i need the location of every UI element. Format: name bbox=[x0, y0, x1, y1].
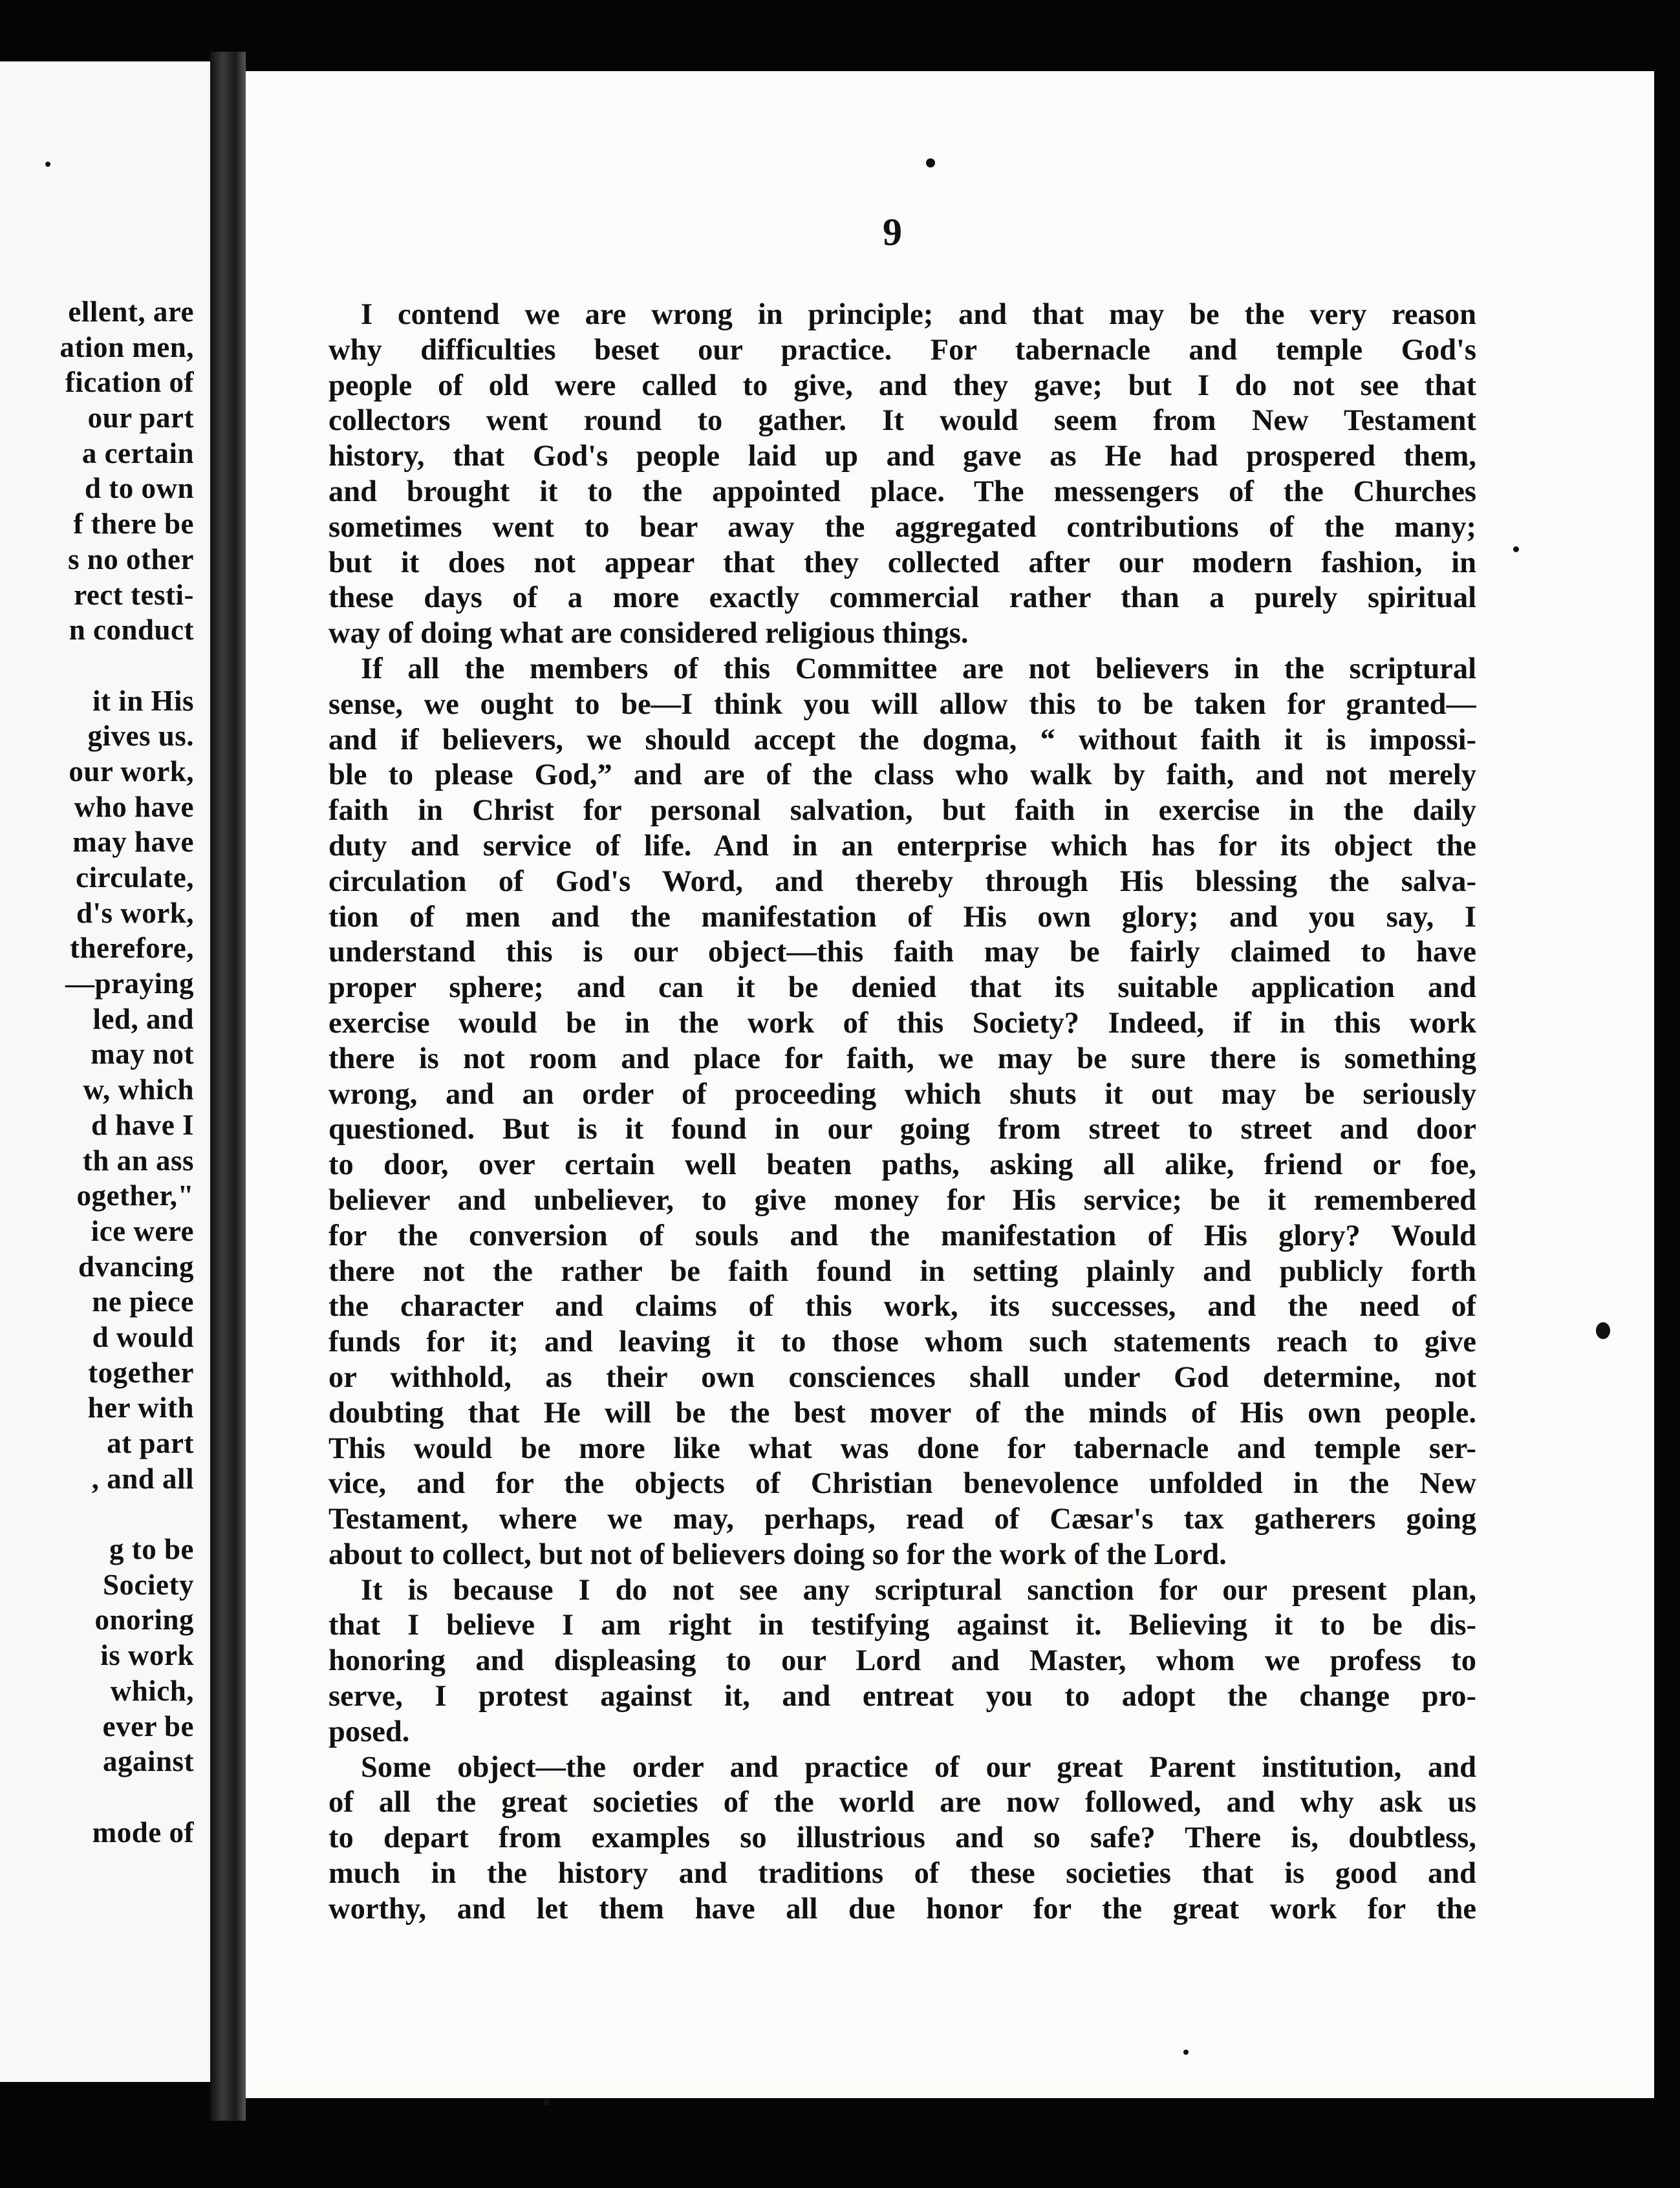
text-line: doubting that He will be the best mover of the minds of His own people. bbox=[328, 1396, 1476, 1430]
text-line: exercise would be in the work of this Society? Indeed, if in this work bbox=[328, 1006, 1476, 1040]
scan-speck bbox=[926, 158, 935, 167]
left-page-line: our work, bbox=[69, 755, 194, 788]
left-page-line: , and all bbox=[91, 1462, 194, 1495]
scan-speck bbox=[1513, 546, 1519, 552]
text-line: to depart from examples so illustrious and so safe? There is, doubtless, bbox=[328, 1821, 1476, 1855]
left-page-line: f there be bbox=[73, 508, 194, 541]
book-gutter bbox=[210, 52, 246, 2121]
scan-speck bbox=[543, 2098, 550, 2106]
left-page-line: circulate, bbox=[76, 861, 194, 894]
left-page-line: d would bbox=[92, 1320, 194, 1353]
left-page-line: ogether," bbox=[76, 1179, 194, 1212]
left-page-line: ever be bbox=[102, 1710, 194, 1743]
text-line: vice, and for the objects of Christian benevolence unfolded in the New bbox=[328, 1467, 1476, 1501]
left-page-line: w, which bbox=[83, 1073, 194, 1106]
right-page bbox=[246, 71, 1654, 2098]
text-line: but it does not appear that they collected after our modern fashion, in bbox=[328, 546, 1476, 579]
text-line: It is because I do not see any scriptural sanction for our present plan, bbox=[361, 1573, 1476, 1607]
text-line: sometimes went to bear away the aggregated contributions of the many; bbox=[328, 510, 1476, 544]
left-page-fragment bbox=[0, 61, 210, 2082]
text-line: If all the members of this Committee are not believers in the scriptural bbox=[361, 652, 1476, 685]
body-text bbox=[328, 297, 1476, 1927]
left-page-text-column bbox=[0, 294, 194, 1850]
left-page-line: together bbox=[88, 1356, 194, 1389]
left-page-line: at part bbox=[107, 1427, 194, 1459]
left-page-line bbox=[0, 648, 194, 683]
scan-speck bbox=[1596, 1322, 1610, 1339]
left-page-line: mode of bbox=[92, 1816, 194, 1849]
left-page-line: may not bbox=[91, 1038, 194, 1071]
text-line: and brought it to the appointed place. The messengers of the Churches bbox=[328, 475, 1476, 508]
left-page-line: ne piece bbox=[92, 1285, 194, 1318]
left-page-line: is work bbox=[100, 1639, 194, 1672]
text-line: there is not room and place for faith, we may be sure there is something bbox=[328, 1042, 1476, 1075]
text-line: honoring and displeasing to our Lord and Master, whom we profess to bbox=[328, 1644, 1476, 1678]
left-page-line: may have bbox=[72, 826, 194, 859]
text-line: for the conversion of souls and the manifestation of His glory? Would bbox=[328, 1219, 1476, 1252]
left-page-line: d have I bbox=[91, 1108, 194, 1141]
text-line: people of old were called to give, and they gave; but I do not see that bbox=[328, 369, 1476, 402]
page-number: 9 bbox=[883, 211, 902, 253]
scan-speck bbox=[1183, 2050, 1189, 2055]
text-line: way of doing what are considered religious things. bbox=[328, 617, 969, 650]
text-line: circulation of God's Word, and thereby through His blessing the salva- bbox=[328, 864, 1476, 898]
left-page-line: n conduct bbox=[69, 614, 194, 647]
left-page-line: Society bbox=[103, 1568, 194, 1601]
left-page-line: therefore, bbox=[70, 932, 194, 965]
left-page-line bbox=[0, 1496, 194, 1532]
left-page-line: d to own bbox=[84, 472, 194, 505]
text-line: about to collect, but not of believers doing so for the work of the Lord. bbox=[328, 1538, 1227, 1571]
left-page-line: th an ass bbox=[82, 1144, 194, 1177]
left-page-line: dvancing bbox=[78, 1250, 194, 1283]
text-line: questioned. But is it found in our going from street to street and door bbox=[328, 1113, 1476, 1146]
text-line: collectors went round to gather. It would seem from New Testament bbox=[328, 404, 1476, 438]
text-line: the character and claims of this work, its successes, and the need of bbox=[328, 1290, 1476, 1324]
text-line: tion of men and the manifestation of His own glory; and you say, I bbox=[328, 900, 1476, 934]
text-line: posed. bbox=[328, 1715, 410, 1748]
left-page-line: gives us. bbox=[87, 720, 194, 753]
text-line: these days of a more exactly commercial rather than a purely spiritual bbox=[328, 581, 1476, 615]
paragraph bbox=[328, 1573, 1476, 1750]
left-page-line: rect testi- bbox=[74, 578, 194, 611]
text-line: sense, we ought to be—I think you will allow this to be taken for granted— bbox=[328, 687, 1476, 721]
left-page-line: a certain bbox=[81, 436, 194, 469]
text-line: duty and service of life. And in an enterprise which has for its object the bbox=[328, 829, 1476, 863]
text-line: wrong, and an order of proceeding which shuts it out may be seriously bbox=[328, 1077, 1476, 1111]
left-page-line: fication of bbox=[65, 366, 194, 399]
left-page-line: ellent, are bbox=[68, 295, 194, 328]
left-page-line: d's work, bbox=[76, 896, 194, 929]
paragraph bbox=[328, 1750, 1476, 1927]
left-page-line: led, and bbox=[92, 1002, 194, 1035]
paragraph bbox=[328, 297, 1476, 652]
left-page-line: it in His bbox=[92, 684, 194, 717]
text-line: understand this is our object—this faith may be fairly claimed to have bbox=[328, 936, 1476, 969]
text-line: ble to please God,” and are of the class who walk by faith, and not merely bbox=[328, 758, 1476, 792]
text-line: or withhold, as their own consciences shall under God determine, not bbox=[328, 1360, 1476, 1394]
text-line: why difficulties beset our practice. For tabernacle and temple God's bbox=[328, 333, 1476, 367]
left-page-line: her with bbox=[87, 1391, 194, 1424]
text-line: history, that God's people laid up and gave as He had prospered them, bbox=[328, 440, 1476, 473]
left-page-line: onoring bbox=[94, 1603, 194, 1636]
left-page-line: s no other bbox=[68, 542, 194, 575]
text-line: worthy, and let them have all due honor for the great work for the bbox=[328, 1892, 1476, 1925]
text-line: to door, over certain well beaten paths, asking all alike, friend or foe, bbox=[328, 1148, 1476, 1182]
left-page-line: against bbox=[102, 1745, 194, 1778]
text-line: of all the great societies of the world are now followed, and why ask us bbox=[328, 1786, 1476, 1819]
text-line: This would be more like what was done for tabernacle and temple ser- bbox=[328, 1432, 1476, 1465]
left-page-line bbox=[0, 1779, 194, 1815]
text-line: Testament, where we may, perhaps, read of Cæsar's tax gatherers going bbox=[328, 1503, 1476, 1536]
left-page-line: our part bbox=[87, 402, 194, 434]
text-line: there not the rather be faith found in setting plainly and publicly forth bbox=[328, 1254, 1476, 1288]
text-line: that I believe I am right in testifying against it. Believing it to be dis- bbox=[328, 1609, 1476, 1642]
text-line: serve, I protest against it, and entreat you to adopt the change pro- bbox=[328, 1680, 1476, 1713]
text-line: much in the history and traditions of these societies that is good and bbox=[328, 1857, 1476, 1891]
text-line: faith in Christ for personal salvation, but faith in exercise in the daily bbox=[328, 794, 1476, 828]
paragraph bbox=[328, 652, 1476, 1573]
text-line: I contend we are wrong in principle; and that may be the very reason bbox=[361, 298, 1476, 331]
text-line: funds for it; and leaving it to those whom such statements reach to give bbox=[328, 1325, 1476, 1359]
text-line: proper sphere; and can it be denied that its suitable application and bbox=[328, 971, 1476, 1005]
text-line: and if believers, we should accept the dogma, “ without faith it is impossi- bbox=[328, 723, 1476, 756]
left-page-line: —praying bbox=[65, 967, 194, 1000]
scan-speck bbox=[45, 162, 50, 167]
text-line: believer and unbeliever, to give money for His service; be it remembered bbox=[328, 1183, 1476, 1217]
left-page-line: which, bbox=[110, 1674, 194, 1707]
left-page-line: ice were bbox=[91, 1214, 194, 1247]
left-page-line: ation men, bbox=[59, 330, 194, 363]
left-page-line: who have bbox=[74, 790, 194, 823]
text-line: Some object—the order and practice of our great Parent institution, and bbox=[361, 1750, 1476, 1784]
left-page-line: g to be bbox=[109, 1533, 194, 1566]
